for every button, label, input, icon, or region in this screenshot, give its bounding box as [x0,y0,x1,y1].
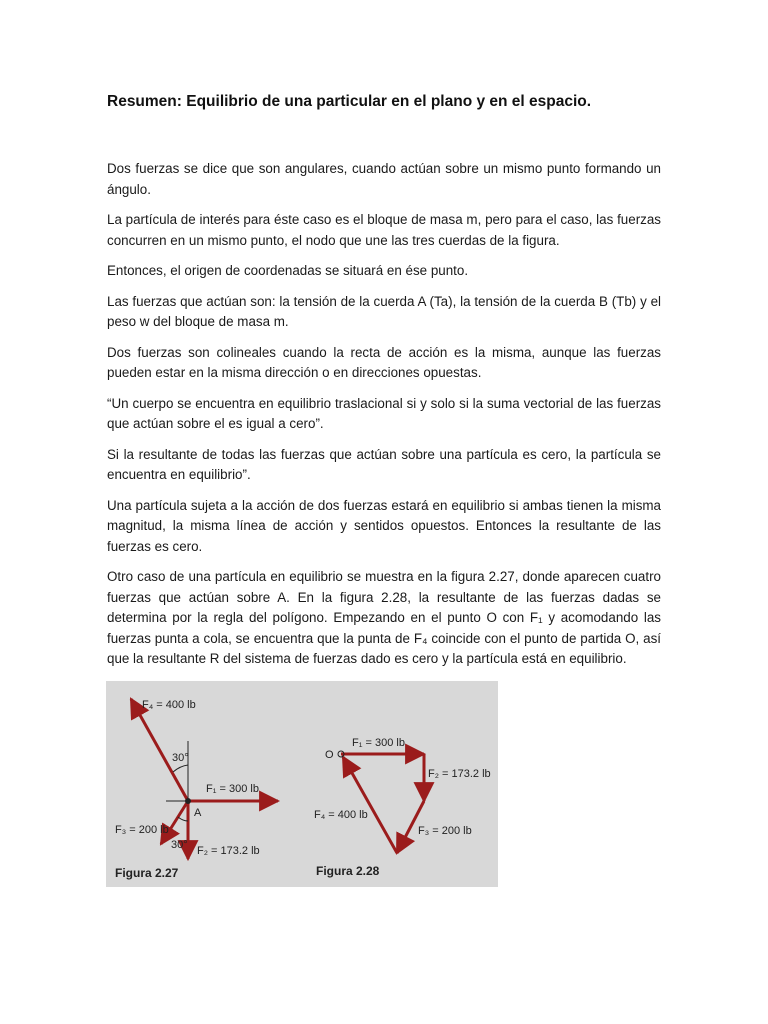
force-figures [106,681,498,887]
caption-figura-2-27: Figura 2.27 [115,866,179,880]
f2-label-fig228: F₂ = 173.2 lb [428,768,491,780]
f4-vector-fig227 [131,699,188,801]
paragraph-4: Las fuerzas que actúan son: la tensión de la cuerda A (Ta), la tensión de la cuerda B (Tb) y el peso w del bloque de masa m. [107,293,661,329]
f1-label-fig227: F₁ = 300 lb [206,783,259,795]
paragraph-1: Dos fuerzas se dice que son angulares, cuando actúan sobre un mismo punto formando un ángulo. [107,161,661,197]
force-diagrams-svg [106,681,498,887]
paragraph-7: Si la resultante de todas las fuerzas que actúan sobre una partícula es cero, la partícula se encuentra en equilibrio”. [107,446,661,482]
document-body [107,159,661,680]
f4-vector-fig228 [343,757,397,853]
paragraph-2: La partícula de interés para éste caso es el bloque de masa m, pero para el caso, las fuerzas concurren en un mismo punto, el nodo que une las tres cuerdas de la figura. [107,212,661,248]
point-a-marker [185,798,191,804]
point-o-label: O [325,749,334,761]
document-title: Resumen: Equilibrio de una particular en el plano y en el espacio. [107,93,592,110]
angle-arc-top [173,765,188,772]
f2-label-fig227: F₂ = 173.2 lb [197,845,260,857]
paragraph-5: Dos fuerzas son colineales cuando la recta de acción es la misma, aunque las fuerzas pueden estar en la misma dirección o en direcciones opuestas. [107,344,661,380]
paragraph-8: Una partícula sujeta a la acción de dos fuerzas estará en equilibrio si ambas tienen la misma magnitud, la misma línea de acción y sentidos opuestos. Entonces la resultante de las fuerzas es cero. [107,497,661,554]
paragraph-3: Entonces, el origen de coordenadas se situará en ése punto. [107,263,469,278]
f1-label-fig228: F₁ = 300 lb [352,737,405,749]
figure-2-27 [115,699,278,880]
paragraph-6: “Un cuerpo se encuentra en equilibrio traslacional si y solo si la suma vectorial de las fuerzas que actúan sobre el es igual a cero”. [107,395,661,431]
f3-vector-fig227 [161,801,188,844]
f3-label-fig228: F₃ = 200 lb [418,825,472,837]
f4-label-fig228: F₄ = 400 lb [314,809,368,821]
f4-label-fig227: F₄ = 400 lb [142,699,196,711]
angle-label-bottom: 30° [171,839,188,851]
angle-label-top: 30° [172,752,189,764]
paragraph-9: Otro caso de una partícula en equilibrio se muestra en la figura 2.27, donde aparecen cuatro fuerzas que actúan sobre A. En la figura 2.28, la resultante de las fuerzas dadas se determina por la regla del polígono. Empezando en el punto O con F₁ y acomodando las fuerzas punta a cola, se encuentra que la punta de F₄ coincide con el punto de partida O, así que la resultante R del sistema de fuerzas dado es cero y la partícula está en equilibrio. [107,569,661,666]
f3-label-fig227: F₃ = 200 lb [115,824,169,836]
point-a-label: A [194,807,202,819]
caption-figura-2-28: Figura 2.28 [316,864,380,878]
figure-2-28 [314,737,491,878]
